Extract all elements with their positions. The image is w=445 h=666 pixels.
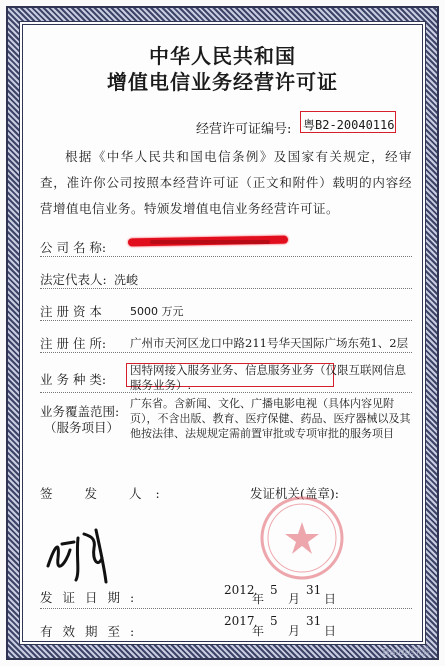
handwritten-signature [40,508,120,588]
separator [40,352,412,353]
issue-month: 5 [270,583,278,597]
address-label: 注 册 住 所: [40,336,107,351]
expiry-day: 31 [306,614,322,628]
expiry-year-char: 年 [252,624,265,638]
expiry-month: 5 [270,614,278,628]
company-name-label: 公 司 名 称: [40,240,107,255]
business-type-value: 因特网接入服务业务、信息服务业务（仅限互联网信息服务业务）. [130,363,406,392]
redaction-mark-inner [150,240,270,244]
separator [40,392,412,393]
expiry-date-label: 有效期至: [40,624,145,639]
issue-month-char: 月 [288,592,301,606]
issue-year-char: 年 [252,592,265,606]
address-value: 广州市天河区龙口中路211号华天国际广场东苑1、2层 [130,336,409,350]
license-number: 粤B2-20040116 [303,118,395,132]
issuing-authority-label: 发证机关(盖章): [250,486,339,501]
capital-value: 5000 万元 [130,305,184,318]
issue-day-char: 日 [324,592,337,606]
official-seal [258,494,346,582]
separator [40,320,412,321]
separator [40,288,412,289]
watermark: Baidu经验 [382,647,431,658]
license-number-label: 经营许可证编号: [196,122,292,137]
title-line-1: 中华人民共和国 [149,44,296,68]
expiry-month-char: 月 [288,624,301,638]
separator [40,608,412,609]
signer-label: 签 发 人: [40,486,174,501]
expiry-day-char: 日 [324,624,337,638]
coverage-value: 广东省。含新闻、文化、广播电影电视（具体内容见附页），不含出版、教育、医疗保健、药品、医疗器械以及其他按法律、法规规定需前置审批或专项审批的服务项目 [130,397,411,440]
issue-day: 31 [306,583,322,597]
legal-rep-value: 冼峻 [114,273,139,287]
capital-label: 注 册 资 本 [40,304,102,319]
title-line-2: 增值电信业务经营许可证 [107,70,338,94]
legal-rep-label: 法定代表人: [40,272,107,287]
service-items-label: （服务项目） [44,420,120,435]
issue-date-label: 发证日期: [40,590,145,605]
issue-year: 2012 [224,583,255,597]
business-type-label: 业 务 种 类: [40,372,107,387]
preamble-text: 根据《中华人民共和国电信条例》及国家有关规定，经审查，准许你公司按照本经营许可证（正文和附件）载明的内容经营增值电信业务。特颁发增值电信业务经营许可证。 [40,149,412,216]
expiry-year: 2017 [224,614,255,628]
separator [40,256,412,257]
coverage-label: 业务覆盖范围: [40,404,120,419]
